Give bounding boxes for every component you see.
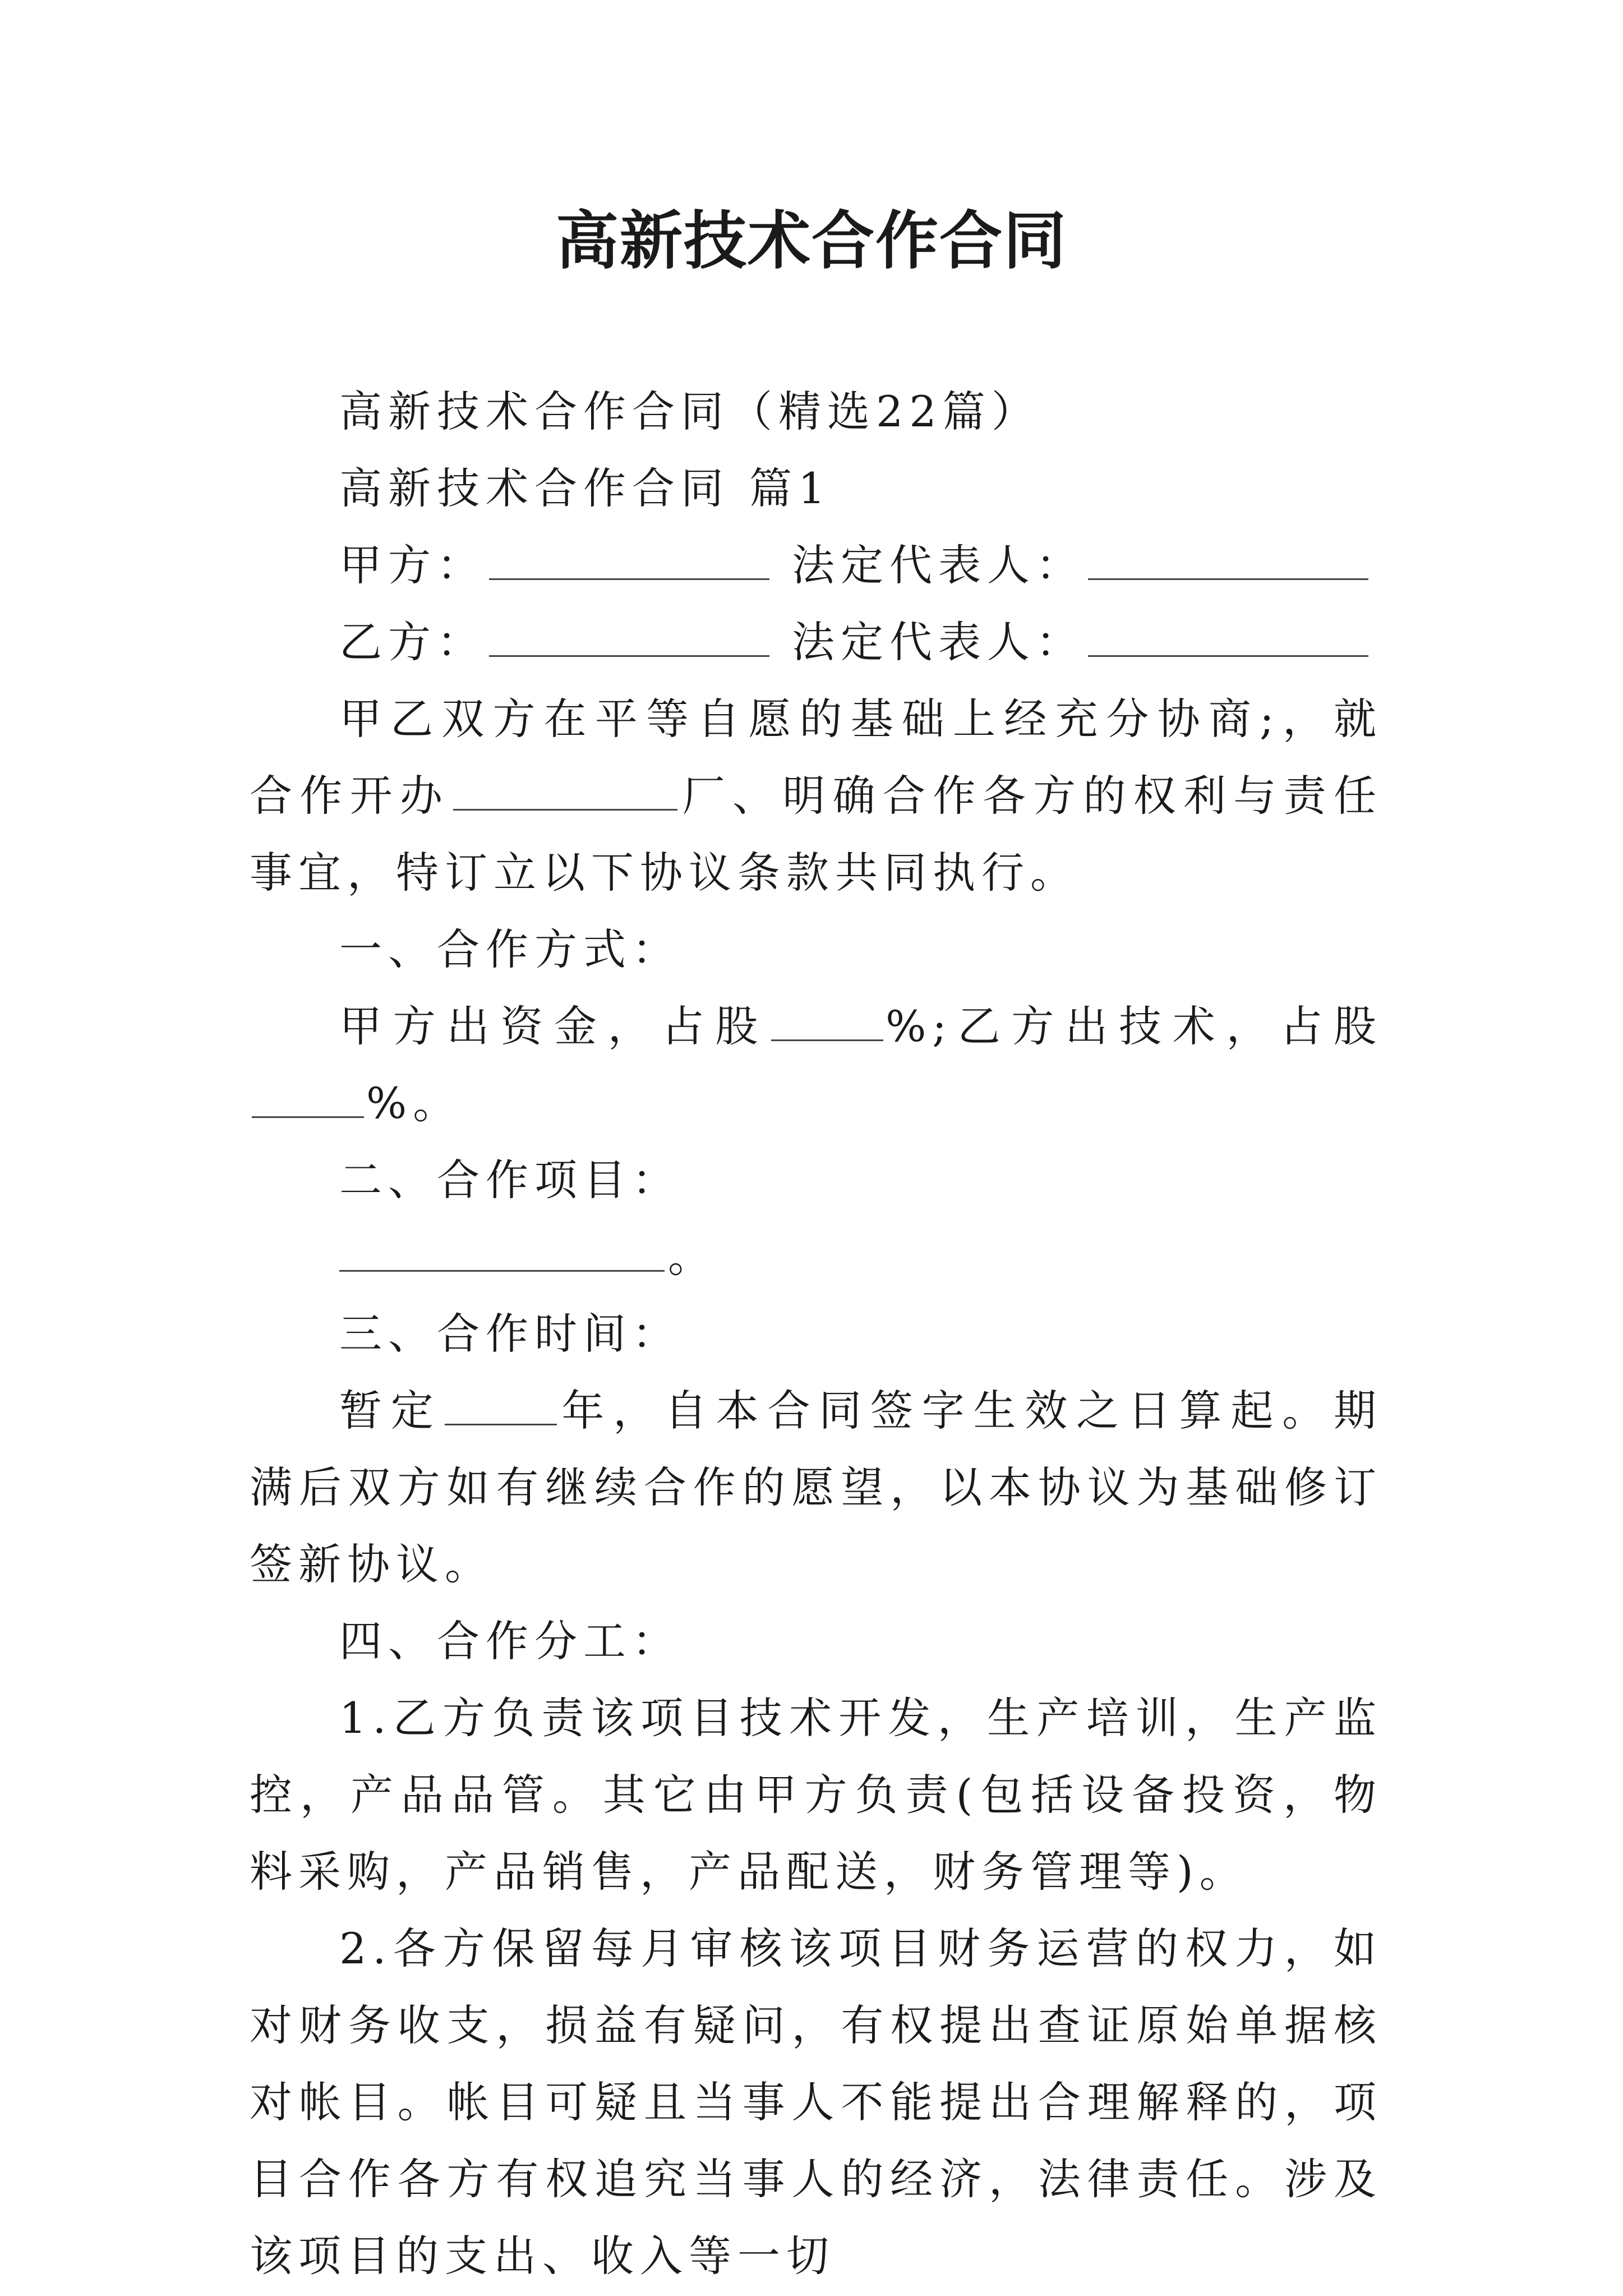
section-1-heading: 一、合作方式： (339, 924, 681, 974)
party-b-rep-blank[interactable] (1088, 615, 1368, 657)
party-b-share-blank[interactable] (252, 1076, 364, 1118)
section-4-item-1: 1.乙方负责该项目技术开发，生产培训，生产监控，产品品管。其它由甲方负责(包括设备投资，物料采购，产品销售，产品配送，财务管理等)。 (250, 1693, 1382, 1897)
share-text-2: %;乙方出技术，占股 (886, 1001, 1382, 1051)
intro-text-1: 甲乙双方在平等自愿的基础上经充分协商;，就合作开办 (250, 694, 1382, 821)
party-a-rep-blank[interactable] (1088, 538, 1368, 580)
party-b-label: 乙方： (339, 617, 486, 667)
party-a-rep-label: 法定代表人： (792, 540, 1085, 590)
document-body (250, 373, 1382, 2294)
share-text-3: %。 (366, 1078, 462, 1128)
party-b-line (250, 604, 1382, 680)
party-a-label: 甲方： (339, 540, 486, 590)
term-text-1: 暂定 (339, 1386, 442, 1435)
section-3-heading: 三、合作时间： (339, 1309, 681, 1359)
section-1-text (250, 988, 1382, 1142)
section-4-heading: 四、合作分工： (339, 1616, 681, 1666)
party-a-share-blank[interactable] (771, 999, 883, 1041)
factory-name-blank[interactable] (453, 769, 677, 811)
project-line-tail: 。 (668, 1232, 717, 1282)
section-3-text (250, 1372, 1382, 1603)
party-b-rep-label: 法定代表人： (792, 617, 1085, 667)
share-text-1: 甲方出资金，占股 (339, 1001, 769, 1051)
term-text-2: 年，自本合同签字生效之日算起。期满后双方如有继续合作的愿望，以本协议为基础修订签新协议。 (250, 1386, 1383, 1589)
section-2-project-line (250, 1218, 1382, 1295)
section-4-item-2: 2.各方保留每月审核该项目财务运营的权力，如对财务收支，损益有疑问，有权提出查证原始单据核对帐目。帐目可疑且当事人不能提出合理解释的，项目合作各方有权追究当事人的经济，法律责任。涉及该项目的支出、收入等一切 (250, 1924, 1382, 2281)
intro-paragraph (250, 680, 1382, 911)
intro-text-2: 厂、明确合作各方的权利与责任事宜，特订立以下协议条款共同执行。 (250, 771, 1383, 898)
section-2-heading: 二、合作项目： (339, 1155, 681, 1205)
project-name-blank[interactable] (339, 1230, 665, 1272)
party-a-blank[interactable] (489, 538, 769, 580)
section-heading: 高新技术合作合同 篇1 (339, 463, 832, 513)
party-a-line (250, 527, 1382, 604)
term-years-blank[interactable] (445, 1383, 557, 1425)
document-title: 高新技术合作合同 (556, 205, 1067, 278)
party-b-blank[interactable] (489, 615, 769, 657)
subtitle: 高新技术合作合同（精选22篇） (339, 386, 1040, 436)
